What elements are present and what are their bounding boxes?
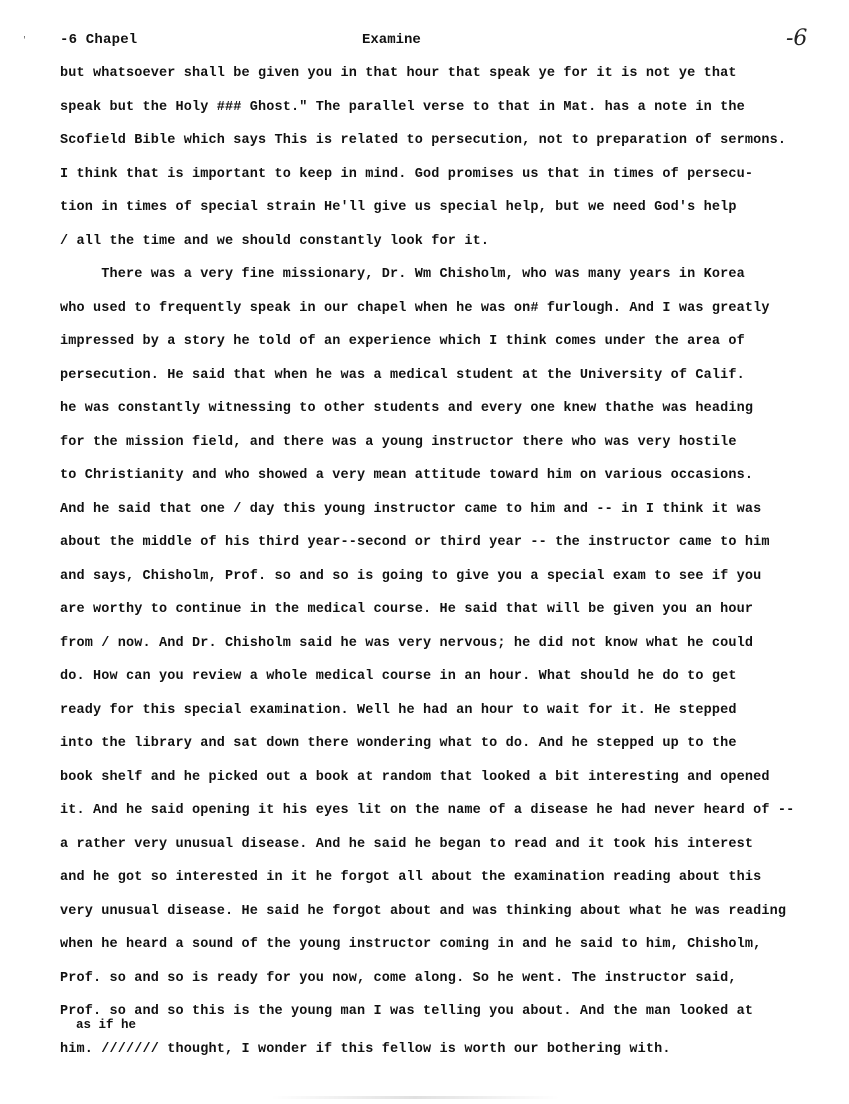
handwritten-page-number: -6	[786, 26, 808, 51]
text-line: Prof. so and so this is the young man I was telling you about. And the man looked at	[60, 1004, 754, 1019]
text-line: I think that is important to keep in mind. God promises us that in times of persecu-	[60, 166, 754, 182]
text-line: And he said that one / day this young instructor came to him and -- in I think it was	[60, 501, 762, 517]
text-line: ready for this special examination. Well he had an hour to wait for it. He stepped	[60, 702, 737, 718]
text-line: into the library and sat down there wondering what to do. And he stepped up to the	[60, 736, 737, 751]
text-line: from / now. And Dr. Chisholm said he was very nervous; he did not know what he could	[60, 635, 754, 651]
scan-smudge	[270, 1096, 560, 1099]
text-line: who used to frequently speak in our chapel when he was on# furlough. And I was greatly	[60, 300, 770, 316]
text-line: / all the time and we should constantly look for it.	[60, 233, 490, 249]
page-header-title: Examine	[362, 32, 421, 48]
text-line: Scofield Bible which says This is related to persecution, not to preparation of sermons.	[60, 133, 787, 148]
text-line: persecution. He said that when he was a medical student at the University of Calif.	[60, 367, 745, 383]
text-line: Prof. so and so is ready for you now, come along. So he went. The instructor said,	[60, 970, 737, 986]
text-line: and says, Chisholm, Prof. so and so is going to give you a special exam to see if you	[60, 568, 762, 584]
page-header-left: -6 Chapel	[60, 32, 138, 48]
text-line: very unusual disease. He said he forgot about and was thinking about what he was reading	[60, 903, 787, 919]
text-line: him. /////// thought, I wonder if this fellow is worth our bothering with.	[60, 1041, 671, 1057]
text-line: There was a very fine missionary, Dr. Wm Chisholm, who was many years in Korea	[60, 267, 745, 282]
text-line: a rather very unusual disease. And he said he began to read and it took his interest	[60, 836, 754, 852]
text-line: it. And he said opening it his eyes lit on the name of a disease he had never heard of --	[60, 803, 795, 818]
text-line: to Christianity and who showed a very mean attitude toward him on various occasions.	[60, 468, 754, 483]
text-line: about the middle of his third year--second or third year -- the instructor came to him	[60, 535, 770, 550]
text-line: he was constantly witnessing to other students and every one knew thathe was heading	[60, 401, 754, 416]
text-line: book shelf and he picked out a book at random that looked a bit interesting and opened	[60, 769, 770, 785]
text-line: speak but the Holy ### Ghost." The parallel verse to that in Mat. has a note in the	[60, 99, 745, 115]
text-line: tion in times of special strain He'll give us special help, but we need God's help	[60, 200, 737, 215]
text-line: but whatsoever shall be given you in that hour that speak ye for it is not ye that	[60, 66, 737, 81]
handwritten-insertion: as if he	[76, 1018, 137, 1032]
text-line: are worthy to continue in the medical course. He said that will be given you an hour	[60, 602, 754, 617]
text-line: do. How can you review a whole medical course in an hour. What should he do to get	[60, 669, 737, 684]
text-line: when he heard a sound of the young instructor coming in and he said to him, Chisholm,	[60, 937, 762, 952]
text-line: impressed by a story he told of an experience which I think comes under the area of	[60, 334, 745, 349]
margin-mark: '	[22, 36, 27, 45]
text-line: and he got so interested in it he forgot all about the examination reading about this	[60, 870, 762, 885]
text-line: for the mission field, and there was a young instructor there who was very hostile	[60, 434, 737, 450]
